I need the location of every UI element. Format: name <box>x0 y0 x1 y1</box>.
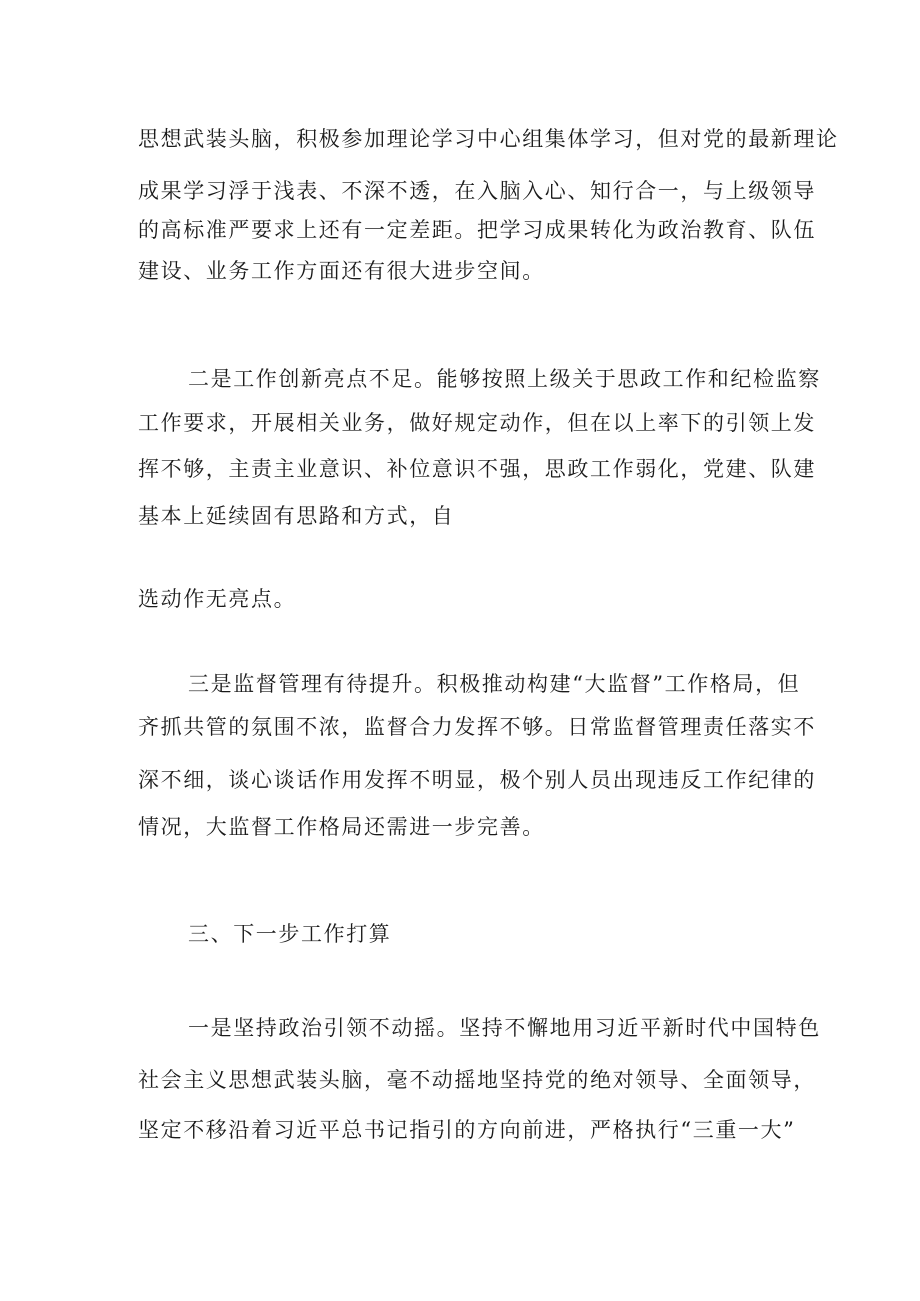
paragraph-2-line-2: 工作要求，开展相关业务，做好规定动作，但在以上率下的引领上发 <box>138 411 816 435</box>
paragraph-1-line-2: 成果学习浮于浅表、不深不透，在入脑入心、知行合一，与上级领导 <box>138 179 816 203</box>
paragraph-2-line-1: 二是工作创新亮点不足。能够按照上级关于思政工作和纪检监察 <box>188 367 821 391</box>
paragraph-1-line-4: 建设、业务工作方面还有很大进步空间。 <box>138 259 545 283</box>
paragraph-6-line-2: 社会主义思想武装头脑，毫不动摇地坚持党的绝对领导、全面领导， <box>138 1068 816 1092</box>
paragraph-4-line-1: 三是监督管理有待提升。积极推动构建“大监督”工作格局，但 <box>188 672 801 696</box>
paragraph-6-line-1: 一是坚持政治引领不动摇。坚持不懈地用习近平新时代中国特色 <box>188 1016 821 1040</box>
paragraph-6-line-3: 坚定不移沿着习近平总书记指引的方向前进，严格执行“三重一大” <box>138 1118 796 1142</box>
section-heading: 三、下一步工作打算 <box>188 922 392 946</box>
paragraph-4-line-4: 情况，大监督工作格局还需进一步完善。 <box>138 815 545 839</box>
paragraph-1-line-1: 思想武装头脑，积极参加理论学习中心组集体学习，但对党的最新理论 <box>138 127 839 151</box>
paragraph-4-line-3: 深不细，谈心谈话作用发挥不明显，极个别人员出现违反工作纪律的 <box>138 768 816 792</box>
paragraph-1-line-3: 的高标准严要求上还有一定差距。把学习成果转化为政治教育、队伍 <box>138 218 816 242</box>
paragraph-3-line-1: 选动作无亮点。 <box>138 587 297 611</box>
paragraph-2-line-4: 基本上延续固有思路和方式，自 <box>138 504 455 528</box>
paragraph-4-line-2: 齐抓共管的氛围不浓，监督合力发挥不够。日常监督管理责任落实不 <box>138 715 816 739</box>
paragraph-2-line-3: 挥不够，主责主业意识、补位意识不强，思政工作弱化，党建、队建 <box>138 457 816 481</box>
